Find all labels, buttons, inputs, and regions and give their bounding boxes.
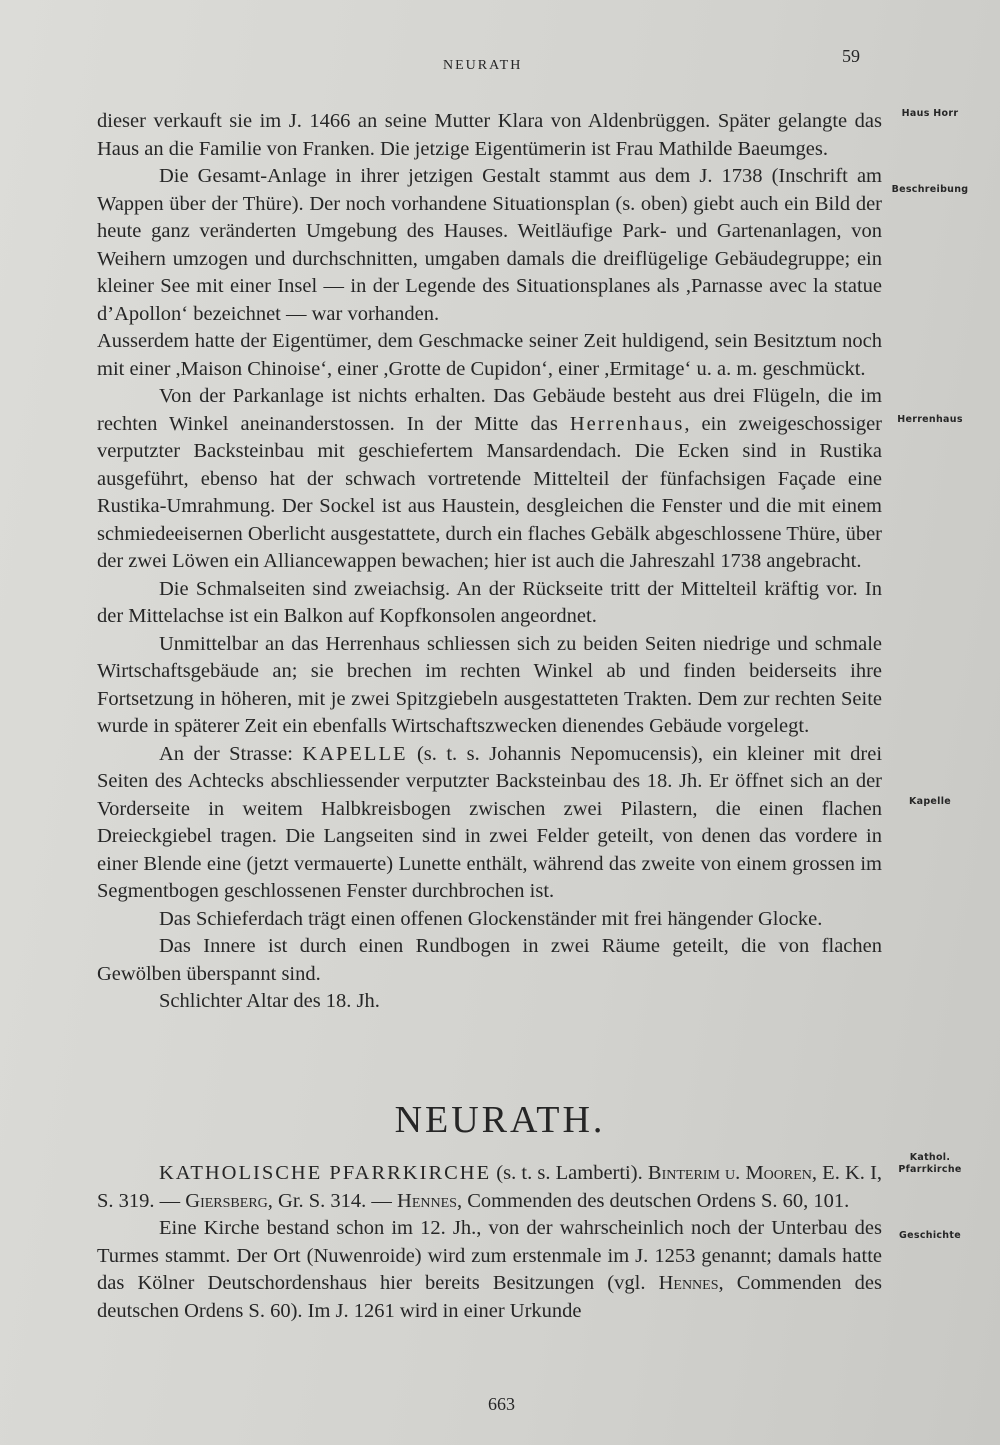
- running-head: NEURATH: [443, 58, 523, 73]
- section-body-text: [97, 1160, 882, 1325]
- emphasis-kapelle: KAPELLE: [302, 742, 408, 765]
- text-run: (s. t. s. Lamberti).: [496, 1162, 643, 1184]
- margin-note-kathol-pfarrkirche: [880, 1152, 980, 1176]
- emphasis-pfarrkirche: KATHOLISCHE PFARRKIRCHE: [159, 1162, 492, 1184]
- paragraph: [97, 741, 882, 906]
- text-run: , Gr. S. 314. —: [267, 1189, 392, 1212]
- author-citation: Giersberg: [185, 1189, 268, 1212]
- margin-note-kapelle: Kapelle: [908, 796, 952, 807]
- paragraph: [97, 1160, 882, 1215]
- paragraph: Ausserdem hatte der Eigentümer, dem Geschmacke seiner Zeit huldigend, sein Besitztum noch mit einer ,Maison Chinoise‘, einer ,Grotte de Cupidon‘, einer ,Ermitage‘ u. a. m. geschmückt.: [97, 330, 882, 380]
- margin-note-herrenhaus: Herrenhaus: [897, 414, 963, 425]
- margin-note-geschichte: Geschichte: [899, 1230, 961, 1241]
- text-run: An der Strasse:: [159, 742, 293, 765]
- paragraph: Das Innere ist durch einen Rundbogen in zwei Räume geteilt, die von flachen Gewölben überspannt sind.: [97, 935, 882, 985]
- paragraph: [97, 1215, 882, 1325]
- text-run: , Commenden des deutschen Ordens S. 60, 101.: [456, 1189, 850, 1212]
- text-run: , Commenden des deutschen Ordens S. 60). Im J. 1261 wird in einer Urkunde: [97, 1272, 882, 1322]
- emphasis-herrenhaus: Herrenhaus: [569, 412, 685, 435]
- footer-page-number: 663: [488, 1394, 515, 1414]
- author-citation: Hennes: [658, 1272, 719, 1294]
- margin-note-kathol-line2: Pfarrkirche: [898, 1164, 962, 1175]
- margin-note-kathol-line1: Kathol.: [909, 1152, 951, 1163]
- paragraph: Schlichter Altar des 18. Jh.: [159, 990, 380, 1012]
- body-text: [97, 108, 882, 1016]
- margin-note-beschreibung: Beschreibung: [891, 184, 969, 195]
- author-citation: Binterim u. Mooren: [647, 1162, 812, 1184]
- text-run: Eine Kirche bestand schon im 12. Jh., von der wahrscheinlich noch der Unterbau des Turmes stammt. Der Ort (Nuwenroide) wird zum erstenmale im J. 1253 genannt; damals hatte das Kölner Deutschordenshaus hier bereits Besitzungen (vgl.: [97, 1217, 882, 1294]
- text-run: Von der Parkanlage ist nichts erhalten. Das Gebäude besteht aus drei Flügeln, die im rechten Winkel aneinanderstossen. In der Mitte das: [97, 385, 882, 435]
- text-run: (s. t. s. Johannis Nepomucensis), ein kleiner mit drei Seiten des Achtecks abschliessender verputzter Backsteinbau des 18. Jh. Er öffnet sich an der Vorderseite in weitem Halbkreisbogen zwischen zwei Pilastern, die einen flachen Dreieckgiebel tragen. Die Langseiten sind in zwei Felder geteilt, von denen das vordere in einer Blende eine (jetzt vermauerte) Lunette enthält, während das zweite von einem grossen im Segmentbogen geschlossenen Fenster durchbrochen ist.: [97, 742, 883, 902]
- section-title: NEURATH.: [394, 1099, 606, 1141]
- text-run: , E. K. I, S. 319. —: [97, 1162, 883, 1212]
- paragraph: [97, 383, 882, 576]
- paragraph: dieser verkauft sie im J. 1466 an seine Mutter Klara von Aldenbrüggen. Später gelangte das Haus an die Familie von Franken. Die jetzige Eigentümerin ist Frau Mathilde Baeumges.: [97, 110, 882, 160]
- author-citation: Hennes: [397, 1189, 457, 1212]
- paragraph: Die Schmalseiten sind zweiachsig. An der Rückseite tritt der Mittelteil kräftig vor. In der Mittelachse ist ein Balkon auf Kopfkonsolen angeordnet.: [97, 577, 882, 627]
- paragraph: Unmittelbar an das Herrenhaus schliessen sich zu beiden Seiten niedrige und schmale Wirtschaftsgebäude an; sie brechen im rechten Winkel ab und finden beiderseits ihre Fortsetzung in höheren, mit je zwei Spitzgiebeln ausgestatteten Trakten. Dem zur rechten Seite wurde in späterer Zeit ein ebenfalls Wirtschaftszwecken dienendes Gebäude vorgelegt.: [97, 632, 882, 737]
- paragraph: Die Gesamt-Anlage in ihrer jetzigen Gestalt stammt aus dem J. 1738 (Inschrift am Wappen über der Thüre). Der noch vorhandene Situationsplan (s. oben) giebt auch ein Bild der heute ganz veränderten Umgebung des Hauses. Weitläufige Park- und Gartenanlagen, von Weihern umzogen und durchschnitten, umgaben damals die dreiflügelige Gebäudegruppe; ein kleiner See mit einer Insel — in der Legende des Situationsplanes als ,Parnasse avec la statue d’Apollon‘ bezeichnet — war vorhanden.: [97, 165, 882, 325]
- margin-note-haus-horr: Haus Horr: [901, 108, 959, 119]
- paragraph: Das Schieferdach trägt einen offenen Glockenständer mit frei hängender Glocke.: [159, 907, 823, 930]
- text-run: , ein zweigeschossiger verputzter Backsteinbau mit geschiefertem Mansardendach. Die Ecken sind in Rustika ausgeführt, ebenso hat der schwach vortretende Mittelteil der fünfachsigen Façade eine Rustika-Umrahmung. Der Sockel ist aus Haustein, desgleichen die Fenster und die mit einem schmiedeeisernen Oberlicht ausgestattete, durch ein flaches Gebälk abgeschlossene Thüre, über der zwei Löwen ein Alliancewappen bewachen; hier ist auch die Jahreszahl 1738 angebracht.: [97, 412, 883, 572]
- page-number: 59: [842, 46, 860, 66]
